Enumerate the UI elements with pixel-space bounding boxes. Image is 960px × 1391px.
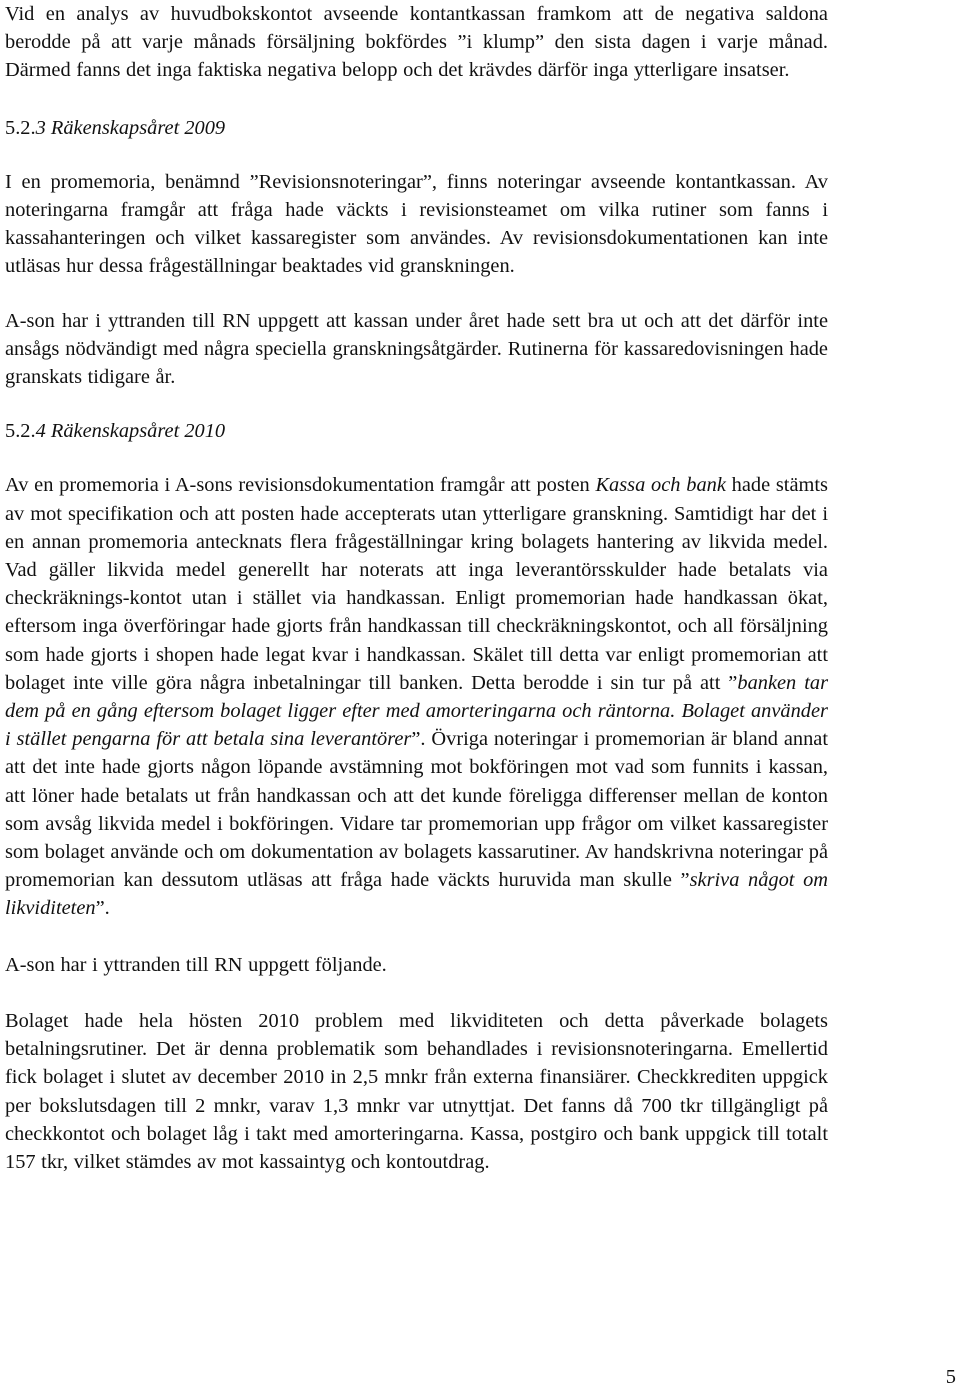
italic-quote: skriva något om likviditeten [5,869,828,920]
section-heading-2009 [5,114,828,142]
paragraph-ason-statement-2009: A-son har i yttranden till RN uppgett att kassan under året hade sett bra ut och att det därför inte ansågs nödvändigt med några speciella granskningsåtgärder. Rutinerna för kassaredovisningen hade granskats tidigare år. [5,309,828,389]
paragraph-memo-2010 [5,471,828,922]
paragraph-revision-notes: I en promemoria, benämnd ”Revisionsnoteringar”, finns noteringar avseende kontantkassan. Av noteringarna framgår att fråga hade väckts i revisionsteamet om vilka rutiner som fanns i kassahanteringen och vilket kassaregister som användes. Av revisionsdokumentationen kan inte utläsas hur dessa frågeställningar beaktades vid granskningen. [5,170,828,278]
text-run: Av en promemoria i A-sons revisionsdokumentation framgår att posten [5,474,596,497]
paragraph-cash-analysis: Vid en analys av huvudbokskontot avseende kontantkassan framkom att de negativa saldona berodde på att varje månads försäljning bokfördes ”i klump” den sista dagen i varje månad. Därmed fanns det inga faktiska negativa belopp och det krävdes därför inga ytterligare insatser. [5,3,828,82]
section-title: 4 Räkenskapsåret 2010 [35,420,226,443]
section-number: 5.2. [5,116,36,139]
italic-run: Kassa och bank [595,474,726,497]
text-run: ”. Övriga noteringar i promemorian är bland annat att det inte hade gjorts någon löpande avstämning mot bokföringen mot vad som funnits i kassan, att löner hade betalats ut från handkassan och att det kunde föreligga differenser mellan de konton som avsåg likvida medel i bokföringen. Vidare tar promemorian upp frågor om vilket kassaregister som bolaget använde och om dokumentation av bolagets kassarutiner. Av handskrivna noteringar på promemorian kan dessutom utläsas att fråga hade väckts huruvida man skulle ” [5,728,829,892]
italic-quote: banken tar dem på en gång eftersom bolaget ligger efter med amorteringarna och räntorna. Bolaget använder i stället pengarna för att betala sina leverantörer [5,671,828,751]
section-title: 3 Räkenskapsåret 2009 [35,116,226,139]
section-number: 5.2. [5,420,36,443]
document-page [5,0,828,1176]
section-heading-2010 [5,417,828,445]
text-run: ”. [95,897,110,920]
paragraph-liquidity: Bolaget hade hela hösten 2010 problem med likviditeten och detta påverkade bolagets betalningsrutiner. Det är denna problematik som behandlades i revisionsnoteringarna. Emellertid fick bolaget i slutet av december 2010 in 2,5 mnkr från externa finansiärer. Checkkrediten uppgick per bokslutsdagen till 2 mnkr, varav 1,3 mnkr var utnyttjat. Det fanns då 700 tkr tillgängligt på checkkontot och bolaget låg i takt med amorteringarna. Kassa, postgiro och bank uppgick till totalt 157 tkr, vilket stämdes av mot kassaintyg och kontoutdrag. [5,1009,828,1173]
page-number: 5 [945,1366,956,1388]
text-run: hade stämts av mot specifikation och att posten hade accepterats utan ytterligare granskning. Samtidigt har det i en annan promemoria antecknats flera frågeställningar kring bolagets hantering av likvida medel. Vad gäller likvida medel generellt har noterats att inga leverantörsskulder hade betalats via checkräknings-kontot utan i stället via handkassan. Enligt promemorian hade handkassan ökat, eftersom inga överföringar hade gjorts från handkassan till checkräkningskontot, och all försäljning som hade gjorts i shopen hade legat kvar i handkassan. Skälet till detta var enligt promemorian att bolaget inte ville göra några inbetalningar till banken. Detta berodde i sin tur på att ” [5,474,828,694]
paragraph-ason-intro: A-son har i yttranden till RN uppgett följande. [5,953,387,976]
